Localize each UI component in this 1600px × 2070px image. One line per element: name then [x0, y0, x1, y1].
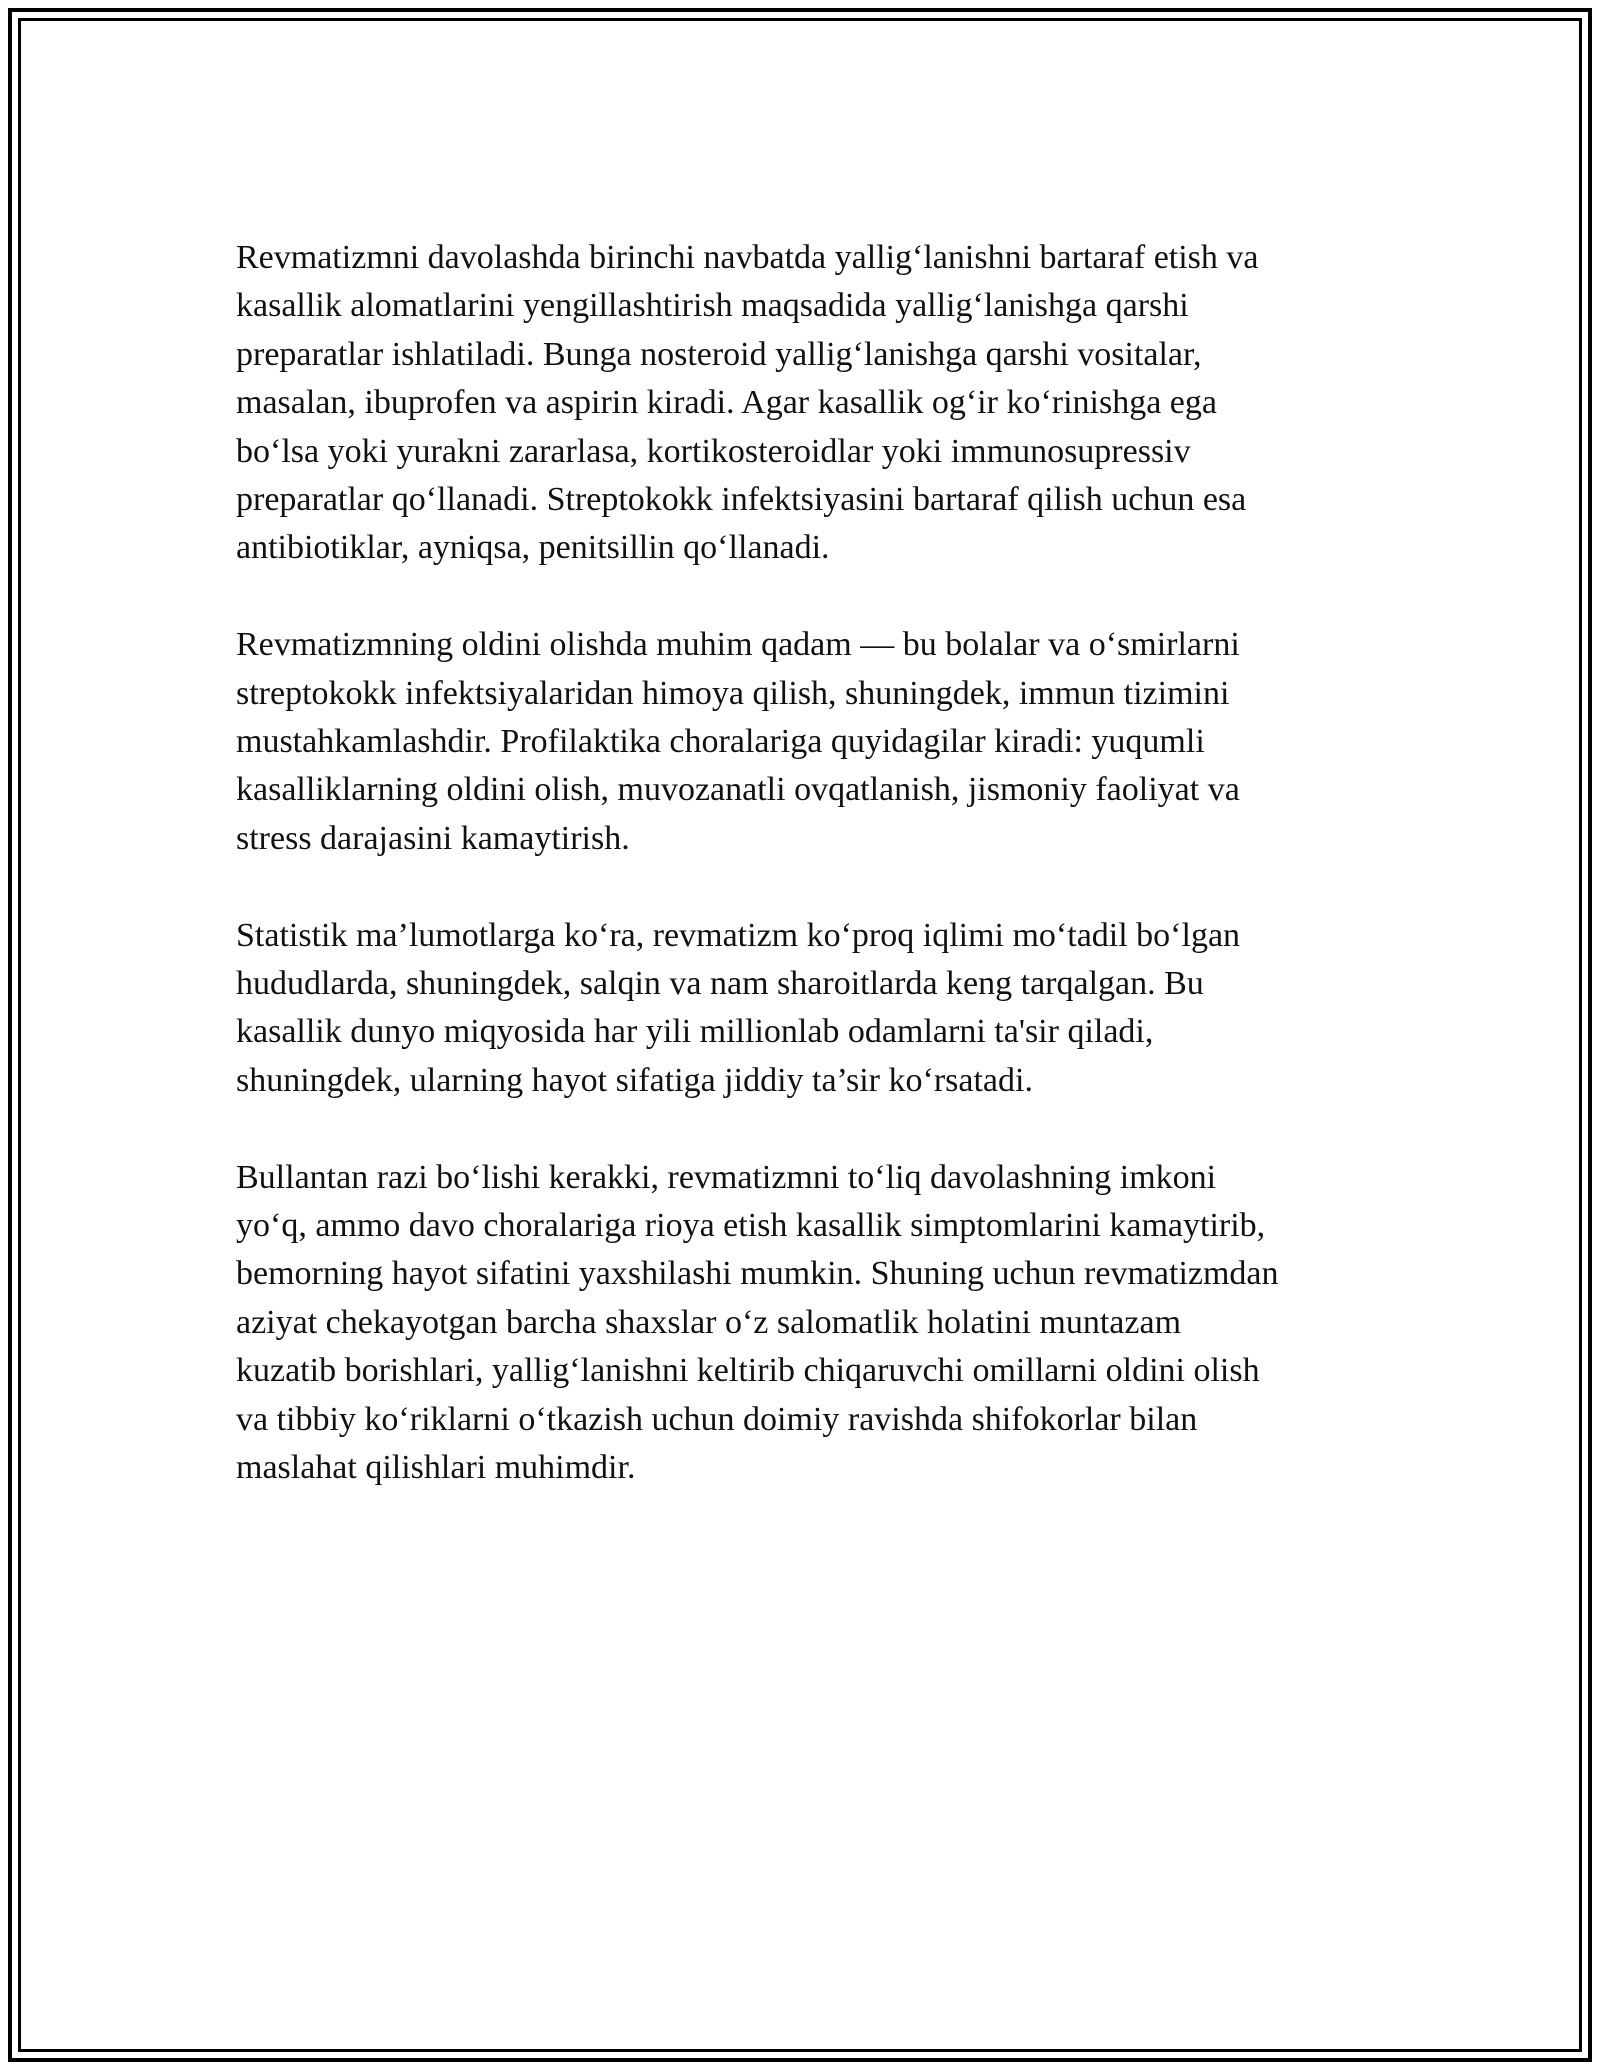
paragraph-conclusion: Bullantan razi bo‘lishi kerakki, revmatizmni to‘liq davolashning imkoni yo‘q, ammo davo choralariga rioya etish kasallik simptomlarini kamaytirib, bemorning hayot sifatini yaxshilashi mumkin. Shuning uchun revmatizmdan aziyat chekayotgan barcha shaxslar o‘z salomatlik holatini muntazam kuzatib borishlari, yallig‘lanishni keltirib chiqaruvchi omillarni oldini olish va tibbiy ko‘riklarni o‘tkazish uchun doimiy ravishda shifokorlar bilan maslahat qilishlari muhimdir. — [236, 1158, 1279, 1487]
paragraph-treatment: Revmatizmni davolashda birinchi navbatda yallig‘lanishni bartaraf etish va kasallik alomatlarini yengillashtirish maqsadida yallig‘lanishga qarshi preparatlar ishlatiladi. Bunga nosteroid yallig‘lanishga qarshi vositalar, masalan, ibuprofen va aspirin kiradi. Agar kasallik og‘ir ko‘rinishga ega bo‘lsa yoki yurakni zararlasa, kortikosteroidlar yoki immunosupressiv preparatlar qo‘llanadi. Streptokokk infektsiyasini bartaraf qilish uchun esa antibiotiklar, ayniqsa, penitsillin qo‘llanadi. — [236, 239, 1259, 567]
document-body — [236, 234, 1376, 1541]
paragraph-prevention: Revmatizmning oldini olishda muhim qadam — bu bolalar va o‘smirlarni streptokokk infektsiyalaridan himoya qilish, shuningdek, immun tizimini mustahkamlashdir. Profilaktika choralariga quyidagilar kiradi: yuqumli kasalliklarning oldini olish, muvozanatli ovqatlanish, jismoniy faoliyat va stress darajasini kamaytirish. — [236, 626, 1240, 857]
paragraph-statistics: Statistik ma’lumotlarga ko‘ra, revmatizm ko‘proq iqlimi mo‘tadil bo‘lgan hududlarda, shuningdek, salqin va nam sharoitlarda keng tarqalgan. Bu kasallik dunyo miqyosida har yili millionlab odamlarni ta'sir qiladi, shuningdek, ularning hayot sifatiga jiddiy ta’sir ko‘rsatadi. — [236, 916, 1241, 1099]
